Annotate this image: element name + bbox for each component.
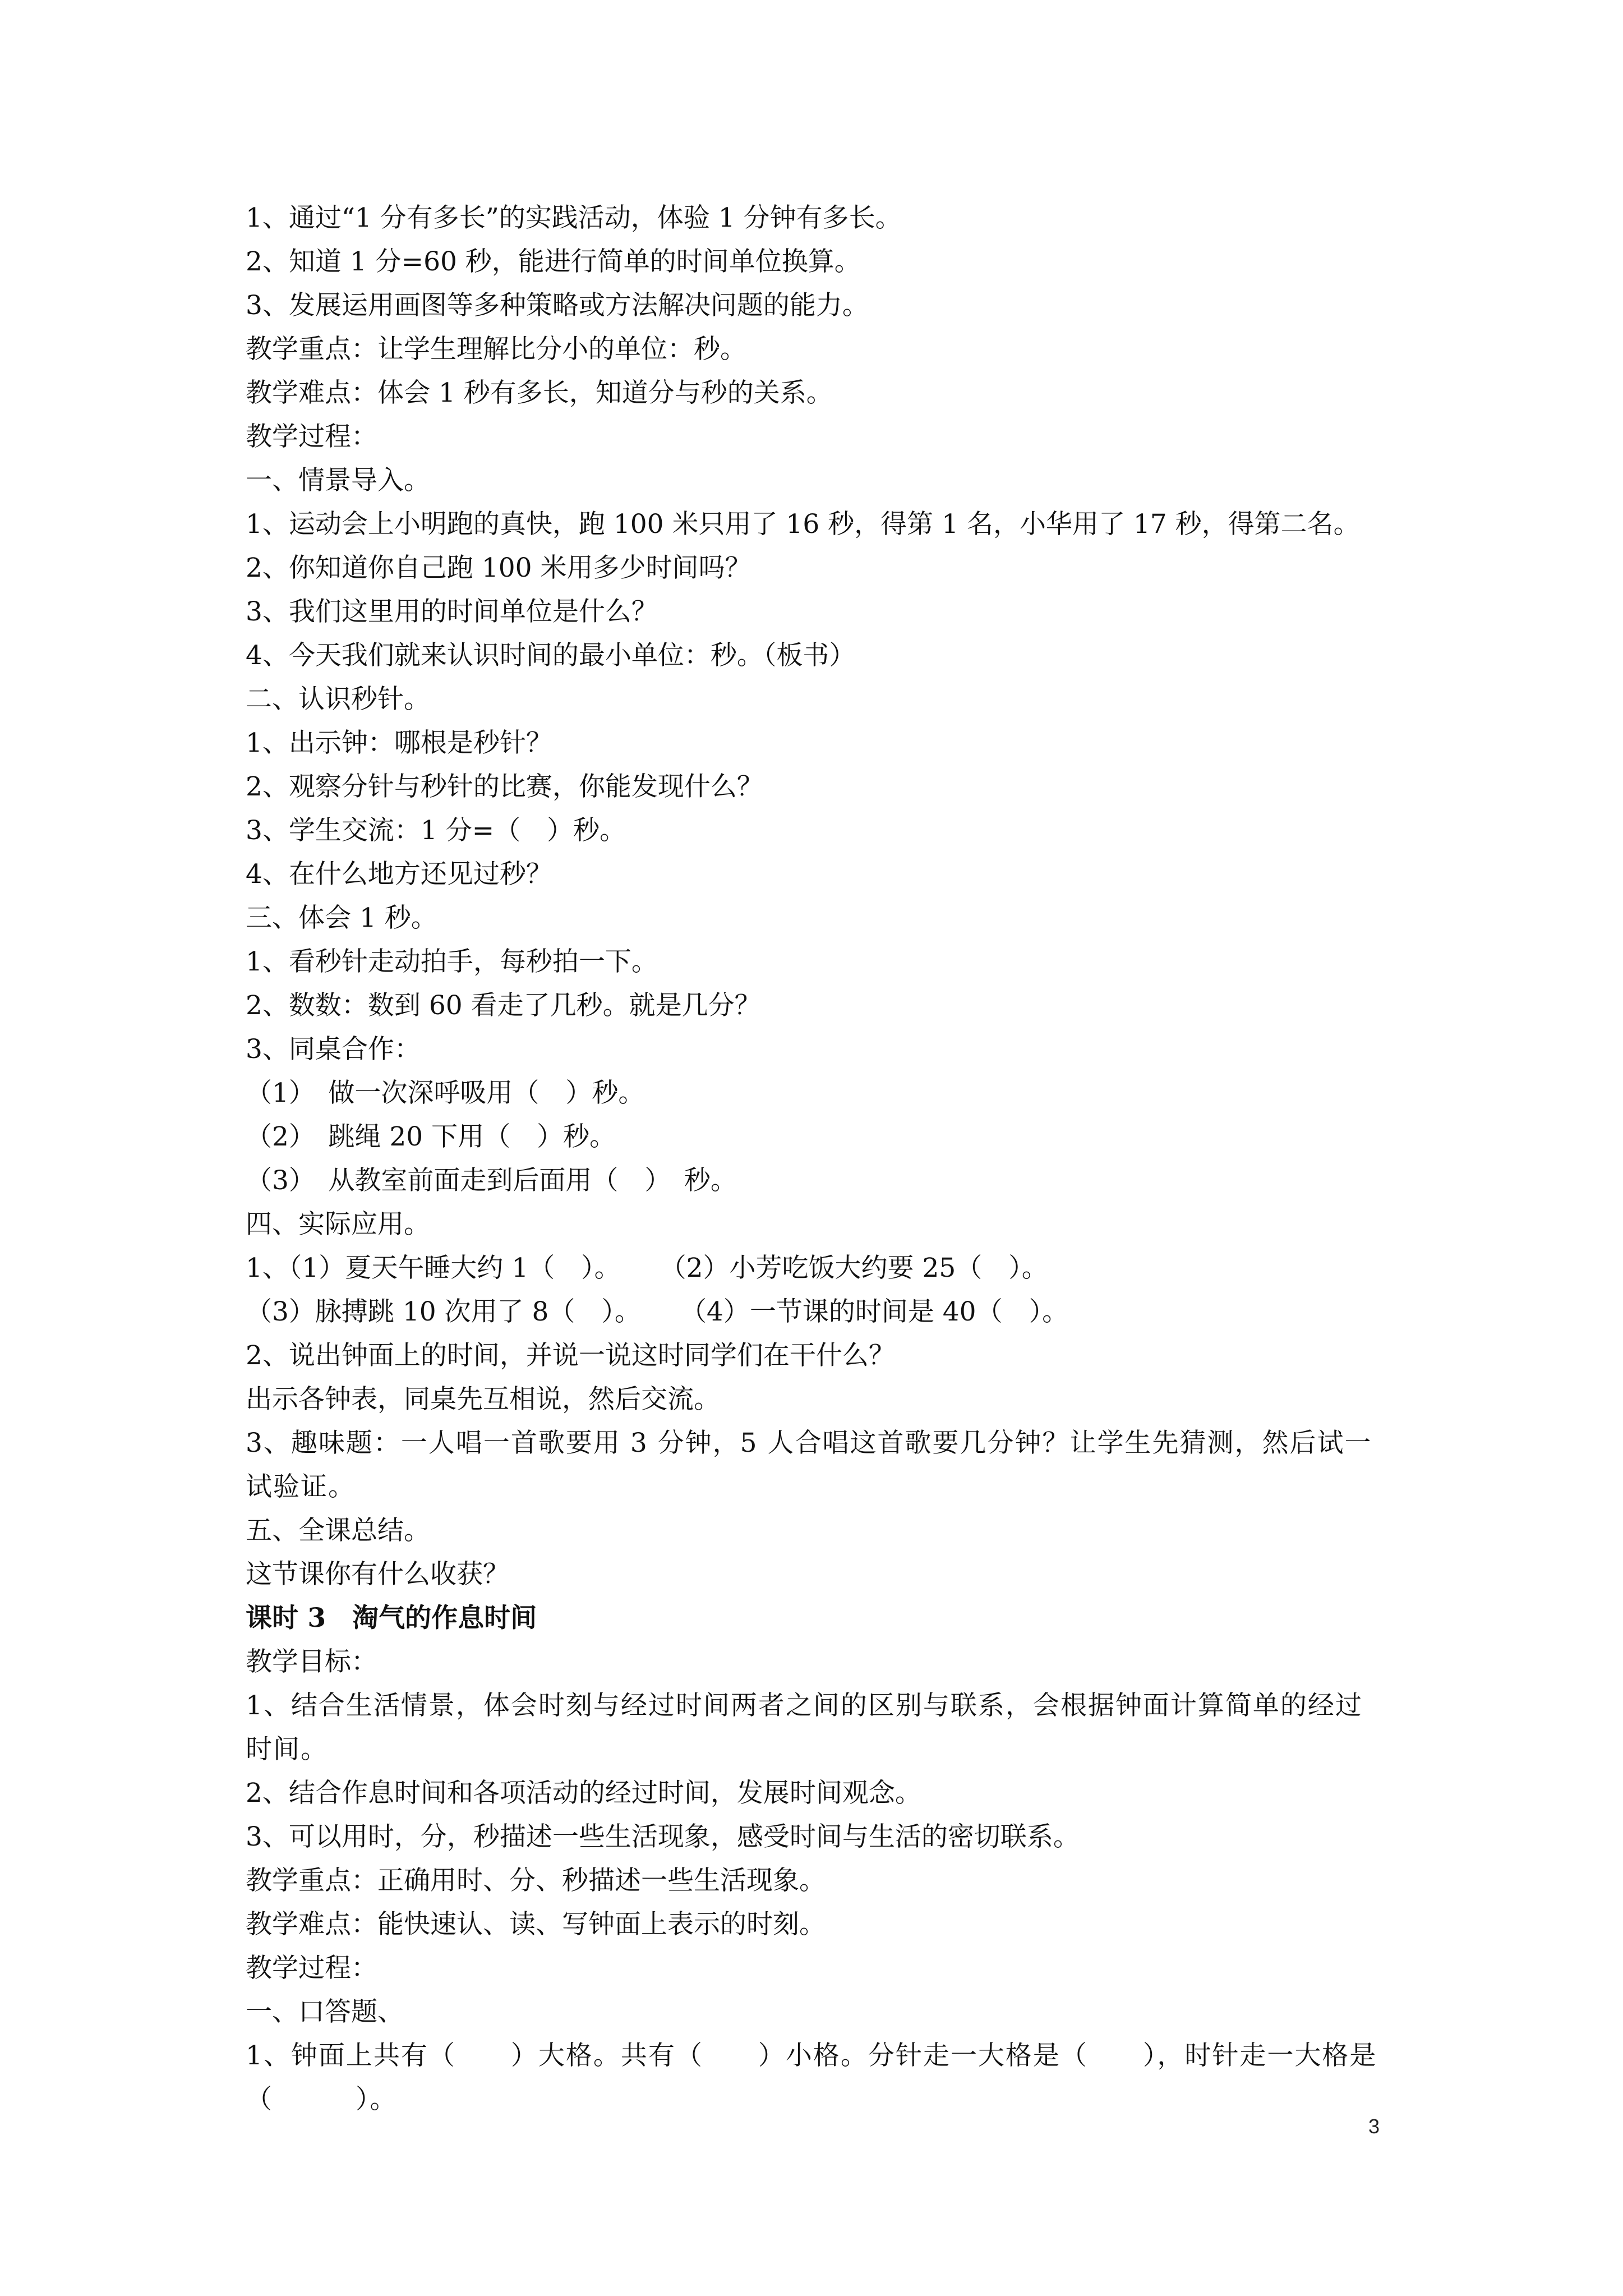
text-line: 2、数数：数到 60 看走了几秒。就是几分？ <box>246 990 761 1021</box>
text-line: 教学重点：正确用时、分、秒描述一些生活现象。 <box>246 1865 826 1896</box>
section-heading: 一、情景导入。 <box>246 465 430 496</box>
text-line: 教学难点：体会 1 秒有多长，知道分与秒的关系。 <box>246 378 833 408</box>
text-line: 3、我们这里用的时间单位是什么？ <box>246 596 658 627</box>
text-line: 教学目标： <box>246 1646 377 1677</box>
text-line: 2、知道 1 分=60 秒，能进行简单的时间单位换算。 <box>246 246 861 277</box>
text-paragraph: 1、钟面上共有（ ）大格。共有（ ）小格。分针走一大格是（ ），时针走一大格是（ ）。 <box>246 2040 1377 2115</box>
text-line: 1、出示钟：哪根是秒针？ <box>246 728 552 758</box>
text-paragraph: 3、趣味题：一人唱一首歌要用 3 分钟，5 人合唱这首歌要几分钟？让学生先猜测，然后试一试验证。 <box>246 1428 1372 1502</box>
application-item: （2）小芳吃饭大约要 25（ ）。 <box>660 1253 1048 1283</box>
application-item: （3）脉搏跳 10 次用了 8（ ）。 <box>246 1296 641 1327</box>
text-line: 教学难点：能快速认、读、写钟面上表示的时刻。 <box>246 1909 826 1940</box>
text-line: 1、通过“1 分有多长”的实践活动，体验 1 分钟有多长。 <box>246 203 902 233</box>
text-paragraph: 1、结合生活情景，体会时刻与经过时间两者之间的区别与联系，会根据钟面计算简单的经过时间。 <box>246 1690 1363 1765</box>
section-heading: 二、认识秒针。 <box>246 684 430 715</box>
text-line: 2、你知道你自己跑 100 米用多少时间吗？ <box>246 553 751 583</box>
text-line: 2、说出钟面上的时间，并说一说这时同学们在干什么？ <box>246 1340 895 1371</box>
text-line: 1、看秒针走动拍手，每秒拍一下。 <box>246 946 658 977</box>
section-heading: 一、口答题、 <box>246 1996 404 2027</box>
text-line: 教学重点：让学生理解比分小的单位：秒。 <box>246 334 746 365</box>
text-line: 3、同桌合作： <box>246 1034 421 1065</box>
section-heading: 四、实际应用。 <box>246 1209 430 1240</box>
text-line: （2） 跳绳 20 下用（ ）秒。 <box>246 1121 616 1152</box>
page-content <box>246 196 1384 2122</box>
text-line: 教学过程： <box>246 421 377 452</box>
text-line: 2、结合作息时间和各项活动的经过时间，发展时间观念。 <box>246 1778 921 1809</box>
section-heading: 三、体会 1 秒。 <box>246 903 437 933</box>
page-number: 3 <box>1368 2115 1380 2138</box>
text-line: 2、观察分针与秒针的比赛，你能发现什么？ <box>246 771 763 802</box>
text-line: 4、在什么地方还见过秒？ <box>246 859 552 890</box>
application-item: （4）一节课的时间是 40（ ）。 <box>680 1296 1069 1327</box>
text-line: （3） 从教室前面走到后面用（ ） 秒。 <box>246 1165 737 1196</box>
text-line: 3、可以用时，分，秒描述一些生活现象，感受时间与生活的密切联系。 <box>246 1821 1080 1852</box>
text-line: 4、今天我们就来认识时间的最小单位：秒。（板书） <box>246 640 856 671</box>
text-line: 3、发展运用画图等多种策略或方法解决问题的能力。 <box>246 290 869 321</box>
text-line: 出示各钟表，同桌先互相说，然后交流。 <box>246 1384 720 1415</box>
text-line: 1、运动会上小明跑的真快，跑 100 米只用了 16 秒，得第 1 名，小华用了 17 秒，得第二名。 <box>246 509 1360 540</box>
text-line: 3、学生交流：1 分=（ ）秒。 <box>246 815 626 846</box>
application-row <box>246 1290 1384 1334</box>
text-line: 这节课你有什么收获？ <box>246 1559 509 1590</box>
lesson-title: 课时 3 淘气的作息时间 <box>246 1603 537 1634</box>
text-line: 教学过程： <box>246 1953 377 1984</box>
application-item: 1、（1）夏天午睡大约 1（ ）。 <box>246 1253 621 1283</box>
application-row <box>246 1246 1384 1290</box>
section-heading: 五、全课总结。 <box>246 1515 430 1546</box>
text-line: （1） 做一次深呼吸用（ ）秒。 <box>246 1078 645 1108</box>
